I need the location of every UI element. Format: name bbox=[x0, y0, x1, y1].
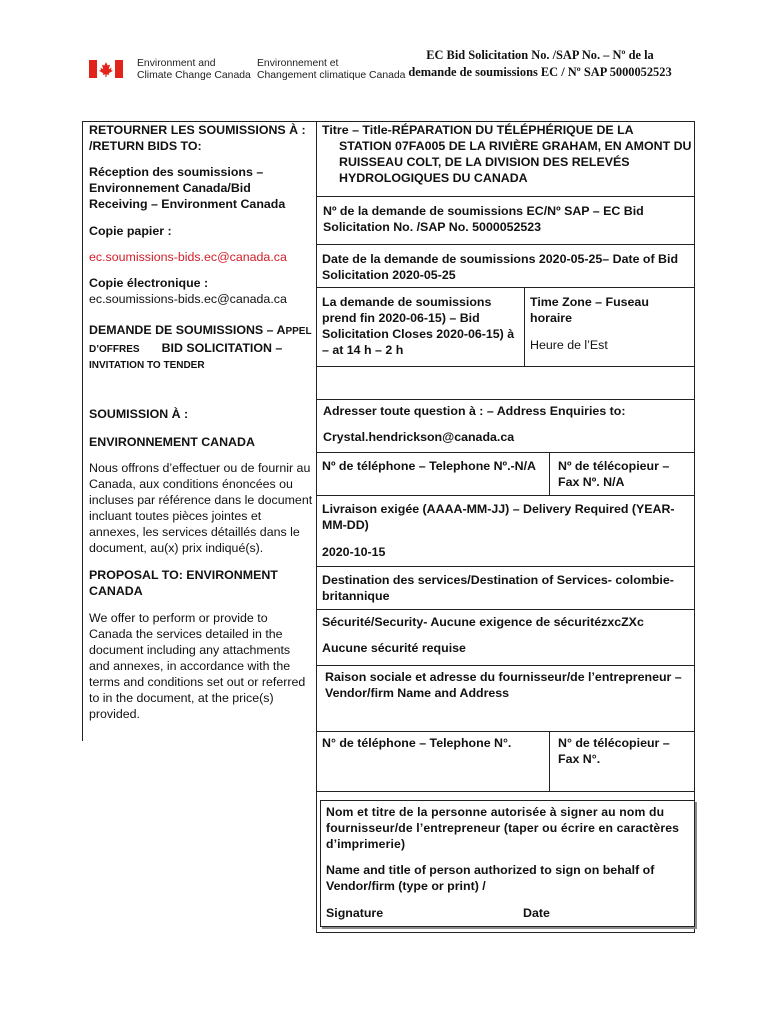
time-zone-label bbox=[530, 294, 649, 326]
divider-closes-timezone bbox=[524, 287, 525, 366]
divider-after-delivery bbox=[316, 566, 694, 567]
security-label: Sécurité/Security- Aucune exigence de sécuritézxcZXc bbox=[322, 615, 644, 629]
offer-fr-line: Nous offrons d’effectuer ou de fournir au bbox=[89, 461, 311, 475]
dept-fr-line2: Changement climatique Canada bbox=[257, 70, 406, 81]
title-line: HYDROLOGIQUES DU CANADA bbox=[339, 171, 528, 185]
delivery-line1: Livraison exigée (AAAA-MM-JJ) – Delivery Required (YEAR- bbox=[322, 502, 675, 516]
offer-en-line: We offer to perform or provide to bbox=[89, 611, 268, 625]
fax-line2: Fax Nº. N/A bbox=[558, 475, 625, 489]
auth-fr-line: fournisseur/de l’entrepreneur (taper ou écrire en caractères bbox=[326, 821, 680, 835]
paper-copy-label: Copie papier : bbox=[89, 224, 172, 238]
divider-after-blank bbox=[316, 399, 694, 400]
divider-after-vendor-phone bbox=[316, 791, 694, 792]
divider-after-date bbox=[316, 287, 694, 288]
request-line3-ender: ENDER bbox=[169, 360, 205, 371]
department-name-fr bbox=[257, 58, 405, 82]
timezone-line2: horaire bbox=[530, 311, 573, 325]
auth-en-line1: Name and title of person authorized to sign on behalf of bbox=[326, 863, 655, 877]
authorized-person-fr bbox=[326, 804, 679, 852]
offer-en-line: document including any attachments bbox=[89, 643, 291, 657]
solicitation-number-header bbox=[405, 47, 675, 81]
return-bids-line2: /RETURN BIDS TO: bbox=[89, 139, 202, 153]
vendor-line2: Vendor/firm Name and Address bbox=[325, 686, 510, 700]
closing-date bbox=[322, 294, 514, 358]
title-block bbox=[322, 122, 691, 186]
title-line: RUISSEAU COLT, DE LA DIVISION DES RELEVÉS bbox=[339, 155, 630, 169]
proposal-fr-heading: SOUMISSION À : bbox=[89, 407, 189, 421]
enquiries-email[interactable]: Crystal.hendrickson@canada.ca bbox=[323, 430, 515, 444]
proposal-en-line1: PROPOSAL TO: ENVIRONMENT bbox=[89, 568, 278, 582]
divider-after-vendor bbox=[316, 731, 694, 732]
title-line: STATION 07FA005 DE LA RIVIÈRE GRAHAM, EN AMONT DU bbox=[339, 139, 692, 153]
auth-en-line2: Vendor/firm (type or print) / bbox=[326, 879, 486, 893]
offer-fr-line: annexes, les services détaillés dans le bbox=[89, 525, 300, 539]
vendor-telephone-label: N° de téléphone – Telephone N°. bbox=[322, 736, 512, 750]
request-line3-nvitation: NVITATION TO bbox=[91, 360, 164, 371]
delivery-line2: MM-DD) bbox=[322, 518, 369, 532]
auth-fr-line: d’imprimerie) bbox=[326, 837, 406, 851]
vendor-name-address-label bbox=[325, 669, 682, 701]
dept-en-line1: Environment and bbox=[137, 58, 216, 69]
vendor-fax-label bbox=[558, 735, 670, 767]
divider-after-enquiries bbox=[316, 452, 694, 453]
closes-line: Solicitation Closes 2020-06-15) à bbox=[322, 327, 515, 341]
offer-en-line: terms and conditions set out or referred bbox=[89, 675, 306, 689]
divider-vendor-phone-fax bbox=[549, 731, 550, 791]
offer-text-en bbox=[89, 610, 314, 722]
vendor-fax-line1: N° de télécopieur – bbox=[558, 736, 670, 750]
government-flag-logo bbox=[89, 60, 123, 78]
divider-after-security bbox=[316, 665, 694, 666]
offer-en-line: to in the document, at the price(s) bbox=[89, 691, 274, 705]
solicitation-date bbox=[322, 251, 678, 283]
proposal-fr-org: ENVIRONNEMENT CANADA bbox=[89, 435, 255, 449]
solicitation-header-line1: EC Bid Solicitation No. /SAP No. – Nº de la bbox=[426, 48, 654, 62]
delivery-required-label bbox=[322, 501, 675, 533]
solicitation-header-line2: demande de soumissions EC / Nº SAP 5000052523 bbox=[408, 65, 672, 79]
closes-line: prend fin 2020-06-15) – Bid bbox=[322, 311, 480, 325]
reception-line1: Réception des soumissions – bbox=[89, 165, 264, 179]
fax-label bbox=[558, 458, 669, 490]
offer-en-line: provided. bbox=[89, 707, 140, 721]
offer-en-line: and annexes, in accordance with the bbox=[89, 659, 291, 673]
vendor-fax-line2: Fax N°. bbox=[558, 752, 601, 766]
destination-of-services bbox=[322, 572, 674, 604]
dept-en-line2: Climate Change Canada bbox=[137, 70, 251, 81]
auth-fr-line: Nom et titre de la personne autorisée à signer au nom du bbox=[326, 805, 665, 819]
vendor-line1: Raison sociale et adresse du fournisseur/de l’entrepreneur – bbox=[325, 670, 682, 684]
reception-line2: Environnement Canada/Bid bbox=[89, 181, 251, 195]
timezone-line1: Time Zone – Fuseau bbox=[530, 295, 649, 309]
date-line2: Solicitation 2020-05-25 bbox=[322, 268, 456, 282]
destination-line1: Destination des services/Destination of Services- colombie- bbox=[322, 573, 674, 587]
solicitation-no-line2: Solicitation No. /SAP No. 5000052523 bbox=[323, 220, 542, 234]
divider-after-closes bbox=[316, 366, 694, 367]
proposal-en-heading bbox=[89, 567, 278, 599]
reception-line3: Receiving – Environment Canada bbox=[89, 197, 286, 211]
date-line1: Date de la demande de soumissions 2020-05-25– Date of Bid bbox=[322, 252, 679, 266]
reception-address bbox=[89, 164, 285, 212]
authorized-person-en bbox=[326, 862, 654, 894]
request-line3-i: I bbox=[89, 360, 92, 371]
delivery-date-value: 2020-10-15 bbox=[322, 545, 386, 559]
divider-phone-fax bbox=[549, 452, 550, 495]
divider-after-title bbox=[316, 196, 694, 197]
signature-label: Signature bbox=[326, 906, 384, 920]
request-line1-smallcaps: PPEL bbox=[285, 326, 312, 337]
offer-fr-line: incluses par référence dans le document bbox=[89, 493, 313, 507]
closes-line: – at 14 h – 2 h bbox=[322, 343, 404, 357]
offer-text-fr bbox=[89, 460, 321, 556]
right-bottom-border bbox=[316, 932, 694, 933]
title-line: Titre – Title-RÉPARATION DU TÉLÉPHÉRIQUE DE LA bbox=[322, 123, 634, 137]
request-line2-smallcaps: D’OFFRES bbox=[89, 344, 140, 355]
department-name-en bbox=[137, 58, 251, 82]
return-bids-heading bbox=[89, 122, 306, 154]
bid-solicitation-heading bbox=[89, 322, 312, 374]
time-zone-value: Heure de l’Est bbox=[530, 338, 608, 352]
divider-after-solicitation-no bbox=[316, 244, 694, 245]
enquiries-label: Adresser toute question à : – Address Enquiries to: bbox=[323, 404, 626, 418]
fax-line1: Nº de télécopieur – bbox=[558, 459, 670, 473]
request-line1-main: DEMANDE DE SOUMISSIONS – A bbox=[89, 323, 286, 337]
signature-date-label: Date bbox=[523, 906, 550, 920]
solicitation-number bbox=[323, 203, 644, 235]
destination-line2: britannique bbox=[322, 589, 390, 603]
closes-line: La demande de soumissions bbox=[322, 295, 492, 309]
offer-fr-line: document, au(x) prix indiqué(s). bbox=[89, 541, 264, 555]
dept-fr-line1: Environnement et bbox=[257, 58, 339, 69]
request-line2-main: BID SOLICITATION – bbox=[161, 341, 283, 355]
return-bids-line1: RETOURNER LES SOUMISSIONS À : bbox=[89, 123, 306, 137]
electronic-copy-label: Copie électronique : bbox=[89, 276, 209, 290]
offer-fr-line: Canada, aux conditions énoncées ou bbox=[89, 477, 293, 491]
solicitation-no-line1: Nº de la demande de soumissions EC/Nº SAP – EC Bid bbox=[323, 204, 644, 218]
security-value: Aucune sécurité requise bbox=[322, 641, 466, 655]
electronic-copy-email: ec.soumissions-bids.ec@canada.ca bbox=[89, 292, 287, 306]
divider-after-destination bbox=[316, 609, 694, 610]
telephone-label: Nº de téléphone – Telephone Nº.-N/A bbox=[322, 459, 536, 473]
maple-leaf-flag-icon bbox=[89, 60, 123, 78]
divider-after-phone bbox=[316, 495, 694, 496]
request-line3-t: T bbox=[163, 360, 170, 371]
paper-copy-email-link[interactable]: ec.soumissions-bids.ec@canada.ca bbox=[89, 250, 287, 264]
offer-en-line: Canada the services detailed in the bbox=[89, 627, 283, 641]
left-box-left-border bbox=[82, 121, 83, 741]
offer-fr-line: incluant toutes pièces jointes et bbox=[89, 509, 262, 523]
left-box-top-border bbox=[82, 121, 317, 122]
right-column-left-border bbox=[316, 121, 317, 933]
proposal-en-line2: CANADA bbox=[89, 584, 143, 598]
